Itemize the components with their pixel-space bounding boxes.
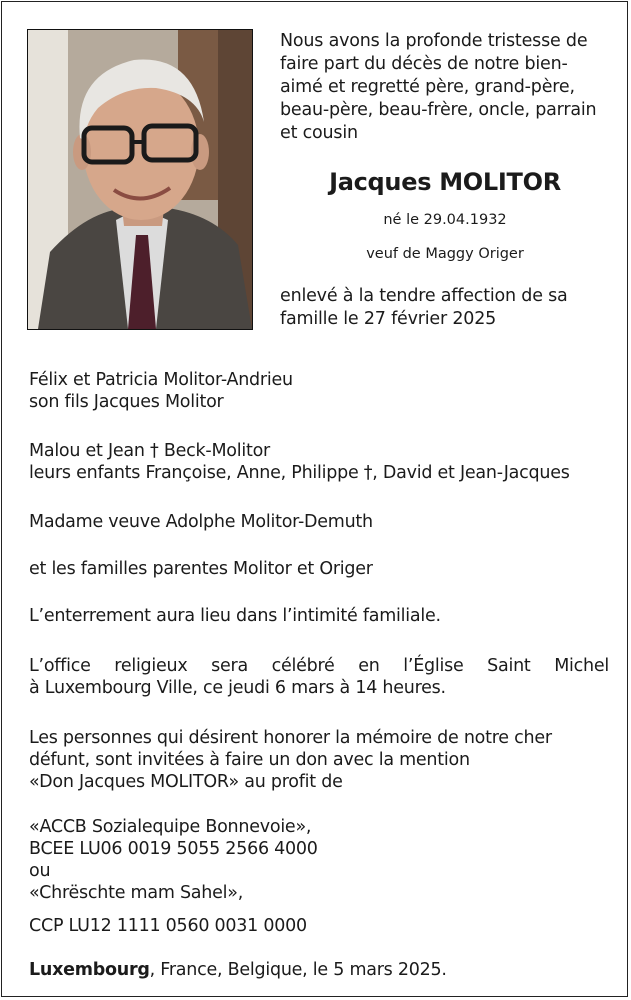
death-notice bbox=[280, 285, 610, 331]
intro-line: faire part du décès de notre bien- bbox=[280, 54, 568, 74]
portrait-illustration bbox=[28, 30, 252, 329]
organization-2: «Chrëschte mam Sahel», bbox=[29, 883, 244, 903]
signature-line bbox=[29, 959, 609, 981]
burial-notice: L’enterrement aura lieu dans l’intimité familiale. bbox=[29, 606, 441, 626]
family-group-1 bbox=[29, 369, 609, 413]
account-2: CCP LU12 1111 0560 0031 0000 bbox=[29, 916, 307, 936]
intro-line: beau-père, beau-frère, oncle, parrain bbox=[280, 100, 597, 120]
or-separator: ou bbox=[29, 861, 51, 881]
intro-text bbox=[280, 30, 610, 145]
office-line: L’office religieux sera célébré en l’Église Saint Michel bbox=[29, 656, 609, 676]
intro-line: aimé et regretté père, grand-père, bbox=[280, 77, 575, 97]
donation-accounts bbox=[29, 816, 609, 904]
account-1: BCEE LU06 0019 5055 2566 4000 bbox=[29, 839, 318, 859]
family-line: son fils Jacques Molitor bbox=[29, 392, 224, 412]
deceased-name: Jacques MOLITOR bbox=[329, 168, 561, 196]
place-bold: Luxembourg bbox=[29, 960, 150, 980]
family-group-4: et les familles parentes Molitor et Origer bbox=[29, 559, 373, 579]
death-line: famille le 27 février 2025 bbox=[280, 309, 497, 329]
death-line: enlevé à la tendre affection de sa bbox=[280, 286, 568, 306]
donation-line: Les personnes qui désirent honorer la mémoire de notre cher bbox=[29, 728, 552, 748]
donation-line: «Don Jacques MOLITOR» au profit de bbox=[29, 772, 343, 792]
office-notice bbox=[29, 655, 609, 699]
family-line: Malou et Jean † Beck-Molitor bbox=[29, 441, 270, 461]
intro-line: et cousin bbox=[280, 123, 358, 143]
office-line: à Luxembourg Ville, ce jeudi 6 mars à 14 heures. bbox=[29, 678, 446, 698]
organization-1: «ACCB Sozialequipe Bonnevoie», bbox=[29, 817, 312, 837]
intro-line: Nous avons la profonde tristesse de bbox=[280, 31, 588, 51]
place-rest: , France, Belgique, le 5 mars 2025. bbox=[149, 960, 447, 980]
donation-notice bbox=[29, 727, 609, 793]
family-line: Félix et Patricia Molitor-Andrieu bbox=[29, 370, 293, 390]
birth-date: né le 29.04.1932 bbox=[383, 212, 507, 228]
family-group-2 bbox=[29, 440, 609, 484]
portrait-photo bbox=[27, 29, 253, 330]
obituary-notice bbox=[1, 1, 628, 997]
widower-line: veuf de Maggy Origer bbox=[366, 246, 524, 262]
family-group-3: Madame veuve Adolphe Molitor-Demuth bbox=[29, 512, 373, 532]
donation-line: défunt, sont invitées à faire un don avec la mention bbox=[29, 750, 470, 770]
family-line: leurs enfants Françoise, Anne, Philippe †, David et Jean-Jacques bbox=[29, 463, 570, 483]
